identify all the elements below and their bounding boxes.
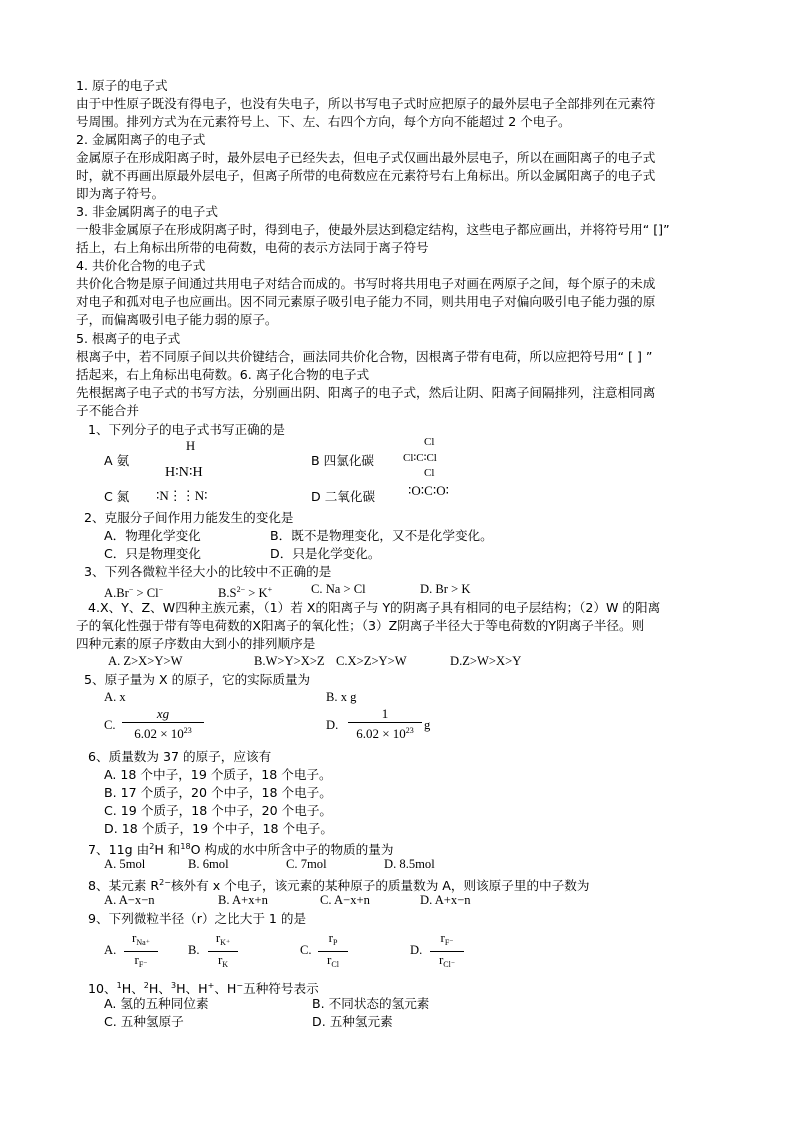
section-5-line-4: 子不能合并 xyxy=(76,403,139,418)
section-1-line-1: 由于中性原子既没有得电子，也没有失电子，所以书写电子式时应把原子的最外层电子全部排列在元素符 xyxy=(76,96,656,111)
section-4-line-2: 对电子和孤对电子也应画出。因不同元素原子吸引电子能力不同，则共用电子对偏向吸引电子能力强的原 xyxy=(76,294,656,309)
q1-option-d: D 二氧化碳 xyxy=(311,489,376,504)
q9-option-d: D. xyxy=(410,943,423,957)
q1-ccl4-bottom: Cl xyxy=(424,467,435,479)
section-3-title: 3. 非金属阴离子的电子式 xyxy=(76,204,218,219)
q3-option-b: $B.S^{2-} > K^+$ xyxy=(218,585,273,600)
q2-option-b: B．既不是物理变化，又不是化学变化。 xyxy=(270,528,493,543)
q1-ccl4-top: Cl xyxy=(424,436,435,448)
section-1-line-2: 号周围。排列方式为在元素符号上、下、左、右四个方向，每个方向不能超过 2 个电子。 xyxy=(76,114,571,129)
q8-stem: 8、某元素 $R^{2-}$核外有 x 个电子，该元素的某种原子的质量数为 A，则该原子里的中子数为 xyxy=(88,878,590,893)
q4-option-a: A. Z>X>Y>W xyxy=(108,654,183,668)
q5-c-fraction: $\frac{xg}{6.02 \times 10^{23}}$ xyxy=(122,706,204,742)
q9-d-fraction: $r_{F^-}$ $r_{Cl^-}$ xyxy=(430,930,464,973)
q1-option-a: A 氨 xyxy=(104,453,130,468)
q7-stem: 7、11g 由$^2$H 和$^{18}$O 构成的水中所含中子的物质的量为 xyxy=(88,842,394,857)
q5-option-d: D. xyxy=(326,718,339,732)
section-1-title: 1. 原子的电子式 xyxy=(76,78,168,93)
section-2-title: 2. 金属阳离子的电子式 xyxy=(76,132,206,147)
q3-option-d: D. Br > K xyxy=(420,582,471,596)
q6-option-b: B. 17 个质子，20 个中子，18 个电子。 xyxy=(104,785,332,800)
q7-option-b: B. 6mol xyxy=(188,857,229,871)
q9-stem: 9、下列微粒半径（r）之比大于 1 的是 xyxy=(88,911,307,926)
q9-b-fraction: $\frac{r_{K^+}}{r_K}$ xyxy=(208,930,238,973)
q8-option-d: D. A+x−n xyxy=(420,893,471,907)
section-4-line-3: 子，而偏离吸引电子能力弱的原子。 xyxy=(76,312,278,327)
q3-stem: 3、下列各微粒半径大小的比较中不正确的是 xyxy=(84,564,332,579)
q1-nh3-top: H xyxy=(186,439,196,453)
section-5-title: 5. 根离子的电子式 xyxy=(76,331,181,346)
section-3-line-1: 一般非金属原子在形成阴离子时，得到电子，使最外层达到稳定结构，这些电子都应画出，并将符号用“ []” xyxy=(76,222,670,237)
q5-d-unit: g xyxy=(424,718,431,732)
q3-option-c: C. Na > Cl xyxy=(311,582,366,596)
section-4-title: 4. 共价化合物的电子式 xyxy=(76,258,206,273)
q6-option-c: C. 19 个质子，18 个中子，20 个电子。 xyxy=(104,803,333,818)
q2-stem: 2、克服分子间作用力能发生的变化是 xyxy=(84,510,294,525)
q1-n2-structure: ∶N⋮⋮N∶ xyxy=(156,488,208,503)
q2-option-d: D．只是化学变化。 xyxy=(270,546,381,561)
section-4-line-1: 共价化合物是原子间通过共用电子对结合而成的。书写时将共用电子对画在两原子之间，每个原子的未成 xyxy=(76,276,656,291)
q10-option-d: D. 五种氢元素 xyxy=(312,1014,393,1029)
q5-option-b: B. x g xyxy=(326,690,357,704)
section-2-line-1: 金属原子在形成阳离子时，最外层电子已经失去，但电子式仅画出最外层电子，所以在画阳离子的电子式 xyxy=(76,150,656,165)
q10-option-c: C. 五种氢原子 xyxy=(104,1014,184,1029)
q4-option-b: B.W>Y>X>Z xyxy=(254,654,325,668)
q1-option-b: B 四氯化碳 xyxy=(311,453,375,468)
q10-stem: 10、$^1$H、$^2$H、$^3$H、H+、H−五种符号表示 xyxy=(88,981,319,996)
q6-stem: 6、质量数为 37 的原子，应该有 xyxy=(88,749,272,764)
q8-option-a: A. A−x−n xyxy=(104,893,155,907)
q10-option-b: B. 不同状态的氢元素 xyxy=(312,996,430,1011)
q7-option-d: D. 8.5mol xyxy=(384,857,435,871)
q1-ccl4-structure: Cl∶C∶Cl xyxy=(403,452,437,464)
q8-option-b: B. A+x+n xyxy=(218,893,268,907)
section-3-line-2: 括上，右上角标出所带的电荷数，电荷的表示方法同于离子符号 xyxy=(76,240,429,255)
q2-option-c: C．只是物理变化 xyxy=(104,546,201,561)
q5-option-a: A. x xyxy=(104,690,126,704)
q1-option-c: C 氮 xyxy=(104,489,130,504)
q5-option-c: C. xyxy=(104,718,116,732)
q9-option-b: B. xyxy=(188,943,200,957)
q2-option-a: A．物理化学变化 xyxy=(104,528,201,543)
q8-option-c: C. A−x+n xyxy=(320,893,370,907)
section-5-line-3: 先根据离子电子式的书写方法，分别画出阴、阳离子的电子式，然后让阴、阳离子间隔排列，注意相同离 xyxy=(76,385,656,400)
q9-option-c: C. xyxy=(300,943,312,957)
q4-option-c: C.X>Z>Y>W xyxy=(336,654,407,668)
q5-stem: 5、原子量为 X 的原子，它的实际质量为 xyxy=(84,672,311,687)
section-5-line-2: 括起来，右上角标出电荷数。6. 离子化合物的电子式 xyxy=(76,367,370,382)
q4-option-d: D.Z>W>X>Y xyxy=(450,654,522,668)
q6-option-a: A. 18 个中子，19 个质子，18 个电子。 xyxy=(104,767,332,782)
q4-line-2: 子的氧化性强于带有等电荷数的X阳离子的氧化性；（3）Z阴离子半径大于等电荷数的Y阴离子半径。则 xyxy=(76,618,645,633)
q9-option-a: A. xyxy=(104,943,117,957)
section-5-line-1: 根离子中，若不同原子间以共价键结合，画法同共价化合物，因根离子带有电荷，所以应把符号用“ [ ] ” xyxy=(76,349,653,364)
q1-stem: 1、下列分子的电子式书写正确的是 xyxy=(88,422,285,437)
q7-option-c: C. 7mol xyxy=(286,857,327,871)
q6-option-d: D. 18 个质子，19 个中子，18 个电子。 xyxy=(104,821,333,836)
q1-co2-structure: ∶O∶C∶O∶ xyxy=(408,483,449,498)
q4-line-1: 4.X、Y、Z、W四种主族元素，（1）若 X的阳离子与 Y的阴离子具有相同的电子层结构；（2）W 的阳离 xyxy=(88,600,661,615)
q3-option-a: A.Br− > Cl− xyxy=(104,585,164,600)
q9-a-fraction: $r_{Na^+}$ $r_{F^-}$ xyxy=(124,930,158,973)
section-2-line-2: 时，就不再画出原最外层电子，但离子所带的电荷数应在元素符号右上角标出。所以金属阳离子的电子式 xyxy=(76,168,656,183)
q10-option-a: A. 氢的五种同位素 xyxy=(104,996,209,1011)
q1-nh3-structure: H∶N∶H xyxy=(165,465,203,480)
q7-option-a: A. 5mol xyxy=(104,857,146,871)
q5-d-fraction: $\frac{1}{6.02 \times 10^{23}}$ xyxy=(348,706,422,742)
q9-c-fraction: $r_P$ $r_{Cl}$ xyxy=(318,930,348,973)
section-2-line-3: 即为离子符号。 xyxy=(76,186,165,201)
q4-line-3: 四种元素的原子序数由大到小的排列顺序是 xyxy=(76,636,316,651)
